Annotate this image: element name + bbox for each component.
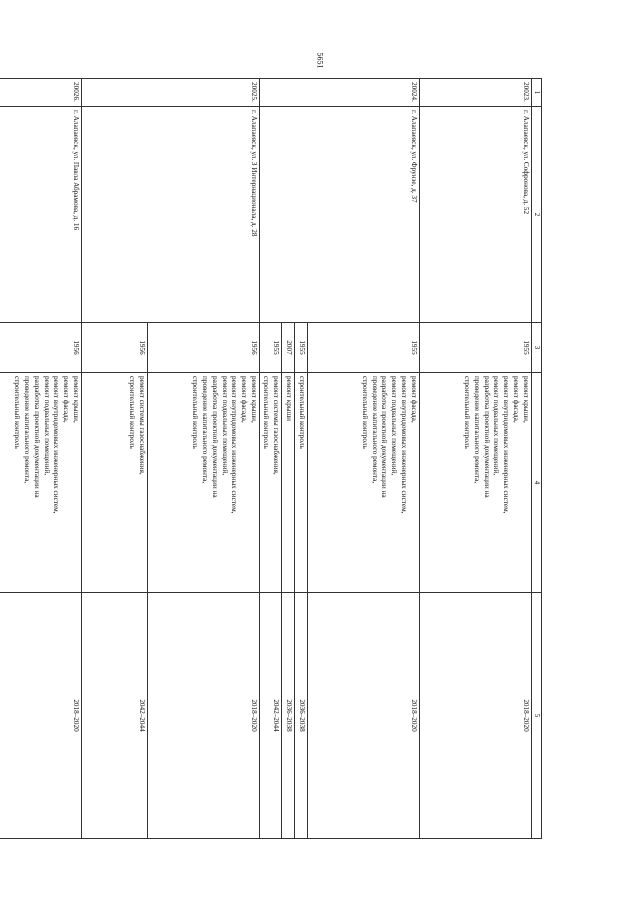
record-number: 20026.: [0, 79, 81, 107]
works-list: [259, 373, 281, 593]
header-col-1: 1: [531, 79, 541, 107]
repair-period: 2036–2038: [294, 593, 307, 839]
works-list: [282, 373, 295, 593]
build-year: 1955: [419, 323, 531, 373]
work-item: ремонт внутридомовых инженерных систем,: [502, 376, 511, 514]
build-year: 1955: [259, 323, 281, 373]
work-item: ремонт фасада,: [409, 376, 418, 423]
work-item: ремонт крыши,: [71, 376, 80, 423]
work-item: ремонт фасада,: [61, 376, 70, 423]
work-item: ремонт крыши,: [521, 376, 530, 423]
record-address: г. Алапаевск, ул. Софронова, д. 52: [419, 107, 531, 323]
work-item: строительный контроль: [463, 376, 472, 449]
work-item: разработка проектной документации на: [380, 376, 389, 498]
build-year: 1956: [147, 323, 259, 373]
table-row: [147, 79, 259, 839]
repair-period: 2042–2044: [259, 593, 281, 839]
build-year: 1955: [294, 323, 307, 373]
repair-period: 2036–2038: [282, 593, 295, 839]
table-row: [307, 79, 419, 839]
work-item: ремонт внутридомовых инженерных систем,: [230, 376, 239, 514]
record-address: г. Алапаевск, ул. Фрунзе, д. 37: [259, 107, 419, 323]
table-row: [0, 79, 81, 839]
works-list: [147, 373, 259, 593]
work-item: строительный контроль: [297, 376, 306, 449]
work-item: ремонт системы газоснабжения,: [272, 376, 281, 475]
work-item: строительный контроль: [127, 376, 136, 449]
work-item: ремонт системы газоснабжения,: [137, 376, 146, 475]
table-body: [0, 79, 531, 839]
rotated-table-container: [13, 78, 542, 838]
header-col-5: 5: [531, 593, 541, 839]
work-item: ремонт фасада,: [511, 376, 520, 423]
work-item: ремонт подвальных помещений,: [220, 376, 229, 476]
work-item: ремонт крыши: [284, 376, 293, 422]
record-number: 20024.: [259, 79, 419, 107]
repair-period: 2018–2020: [419, 593, 531, 839]
work-item: ремонт внутридомовых инженерных систем,: [52, 376, 61, 514]
build-year: 2007: [282, 323, 295, 373]
work-item: разработка проектной документации на: [482, 376, 491, 498]
work-item: строительный контроль: [262, 376, 271, 449]
work-item: разработка проектной документации на: [210, 376, 219, 498]
header-col-2: 2: [531, 107, 541, 323]
work-item: проведение капитального ремонта,: [472, 376, 481, 484]
work-item: строительный контроль: [191, 376, 200, 449]
work-item: проведение капитального ремонта,: [201, 376, 210, 484]
header-col-3: 3: [531, 323, 541, 373]
page-number: 5651: [315, 52, 325, 69]
work-item: разработка проектной документации на: [32, 376, 41, 498]
work-item: проведение капитального ремонта,: [23, 376, 32, 484]
work-item: ремонт подвальных помещений,: [42, 376, 51, 476]
repair-period: 2018–2020: [307, 593, 419, 839]
work-item: ремонт подвальных помещений,: [492, 376, 501, 476]
build-year: 1956: [0, 323, 81, 373]
record-address: г. Алапаевск, ул. 3 Интернационала, д. 28: [81, 107, 259, 323]
works-list: [0, 373, 81, 593]
works-list: [294, 373, 307, 593]
work-item: ремонт внутридомовых инженерных систем,: [399, 376, 408, 514]
build-year: 1956: [81, 323, 147, 373]
build-year: 1955: [307, 323, 419, 373]
work-item: строительный контроль: [13, 376, 22, 449]
works-list: [419, 373, 531, 593]
works-list: [307, 373, 419, 593]
work-item: ремонт подвальных помещений,: [390, 376, 399, 476]
repair-period: 2018–2020: [147, 593, 259, 839]
header-col-4: 4: [531, 373, 541, 593]
work-item: проведение капитального ремонта,: [370, 376, 379, 484]
repair-schedule-table: [0, 78, 542, 839]
work-item: ремонт фасада,: [239, 376, 248, 423]
repair-period: 2018–2020: [0, 593, 81, 839]
work-item: строительный контроль: [360, 376, 369, 449]
repair-period: 2042–2044: [81, 593, 147, 839]
record-address: г. Алапаевск, ул. Павла Абрамова, д. 16: [0, 107, 81, 323]
works-list: [81, 373, 147, 593]
header-row: [531, 79, 541, 839]
record-number: 20023.: [419, 79, 531, 107]
work-item: ремонт крыши,: [249, 376, 258, 423]
table-row: [419, 79, 531, 839]
record-number: 20025.: [81, 79, 259, 107]
